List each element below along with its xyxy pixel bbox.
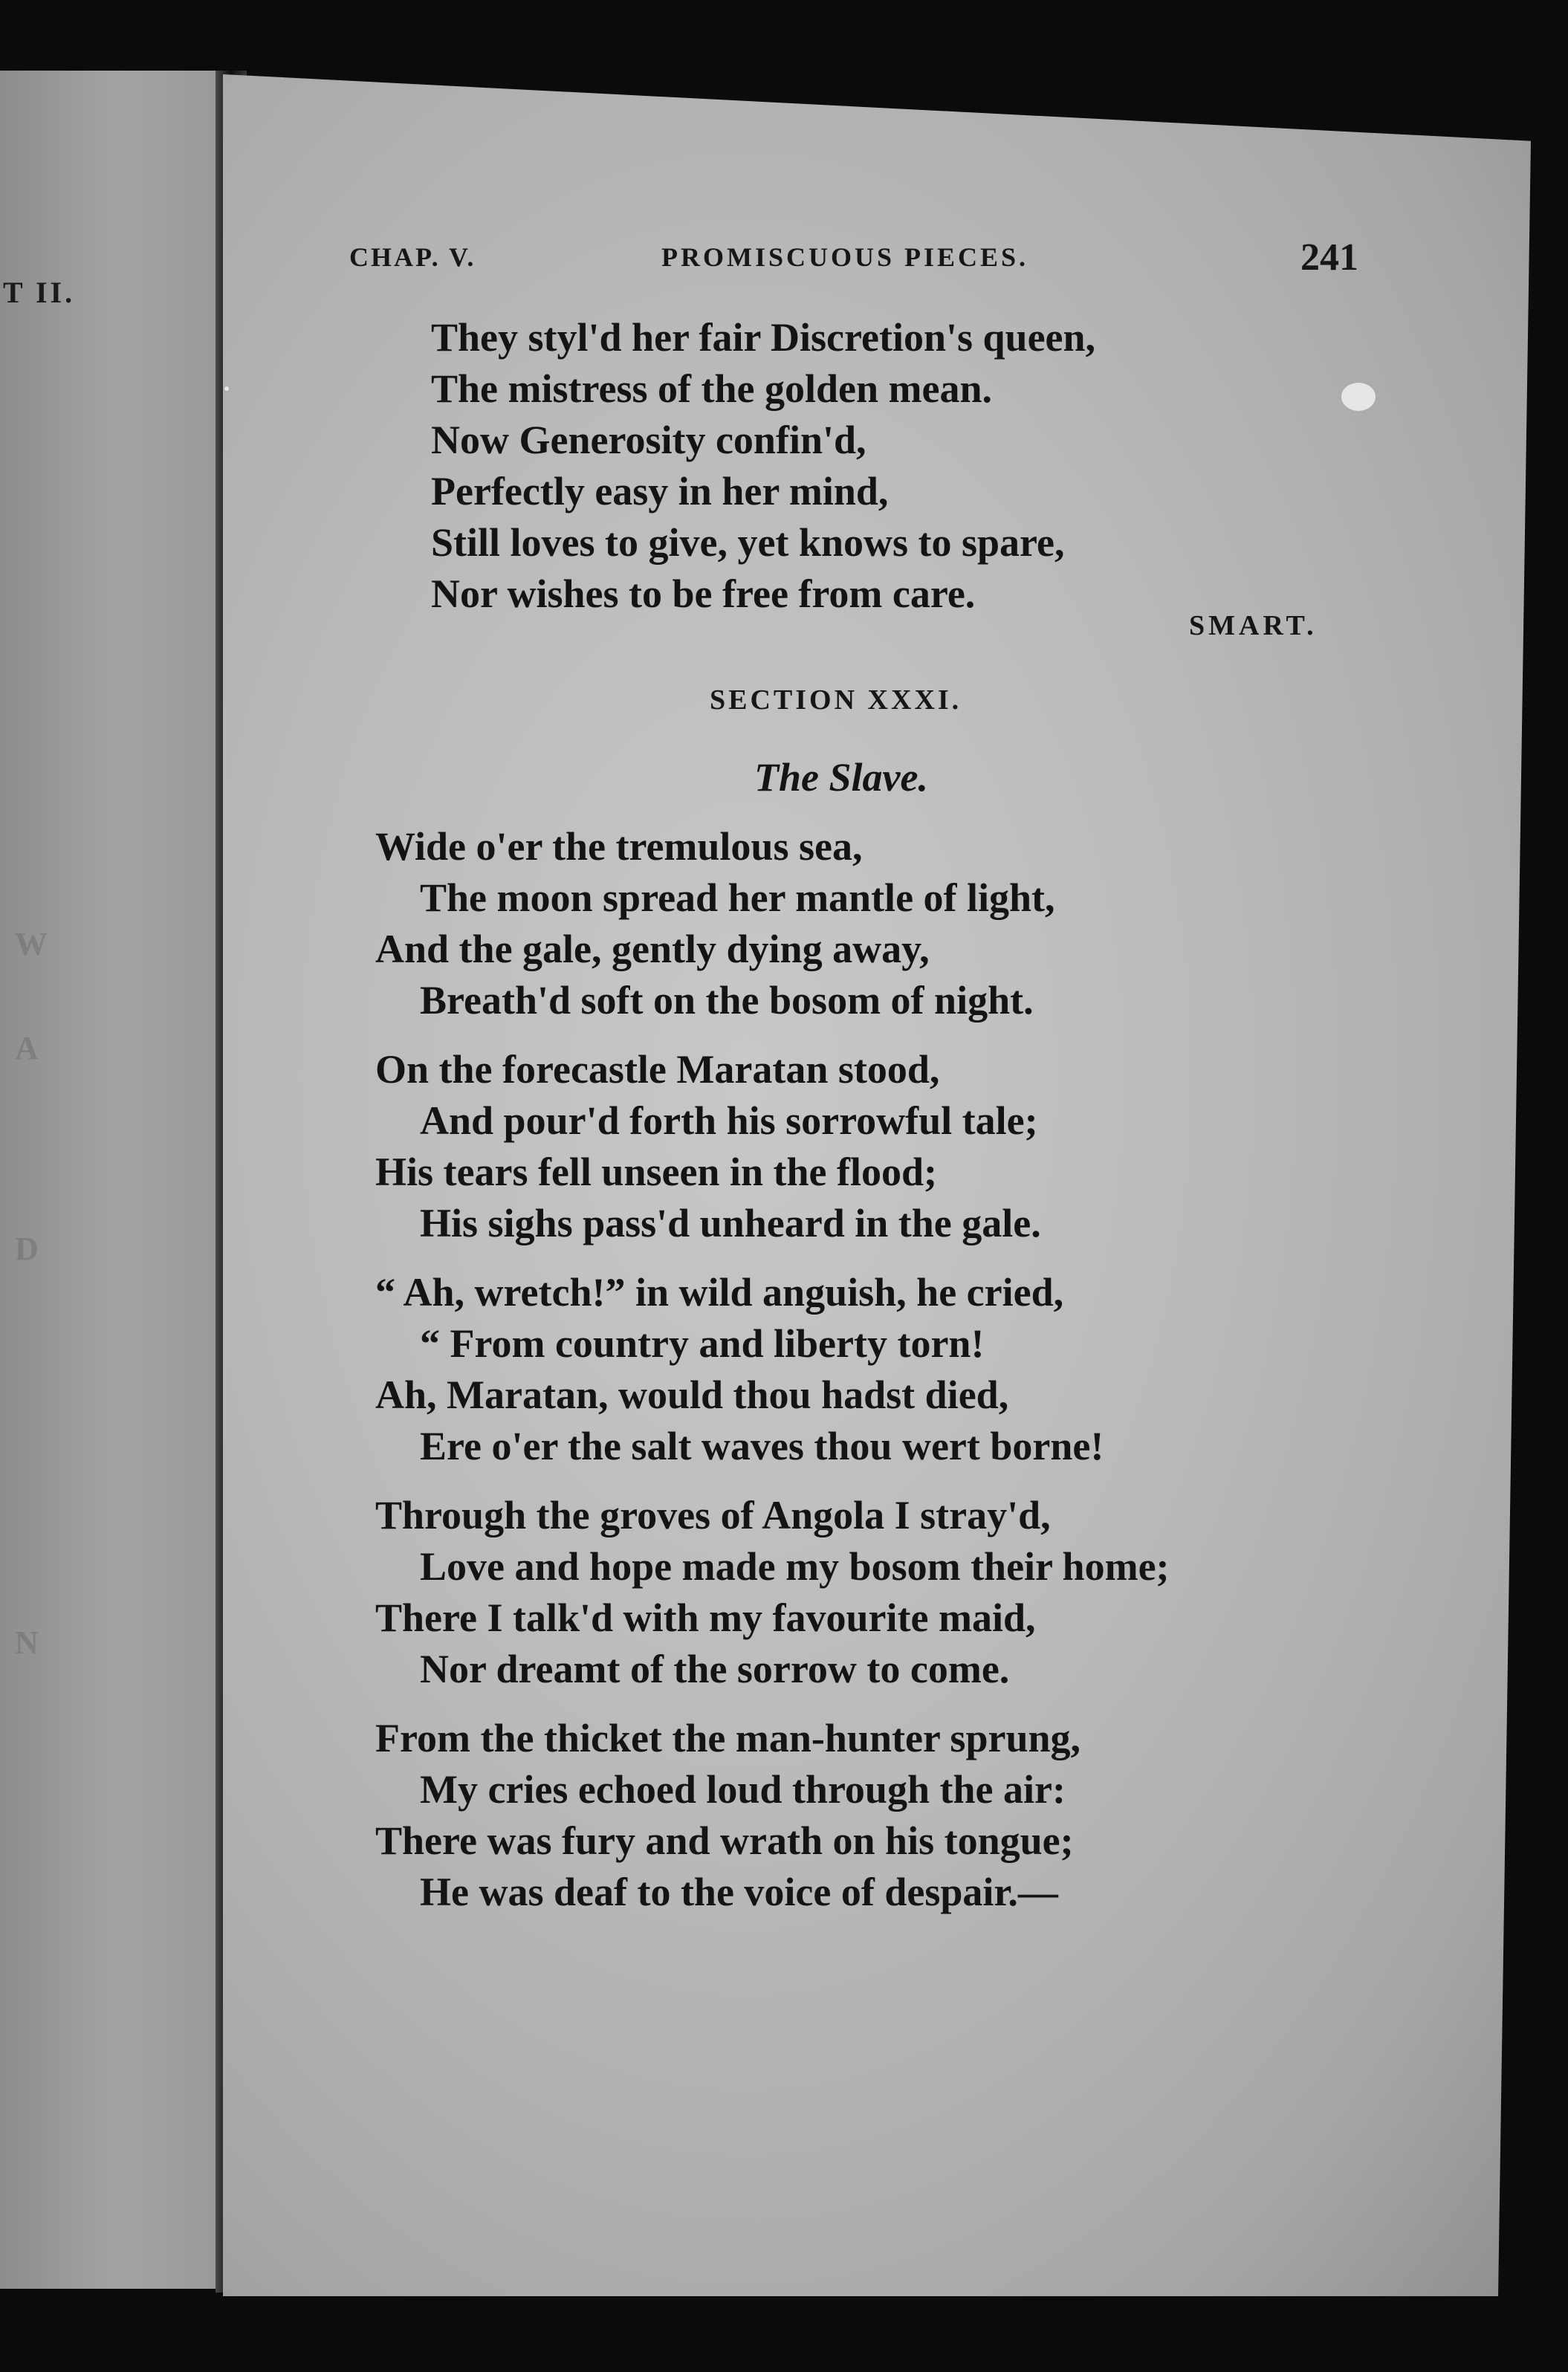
poem-line: “ From country and liberty torn! [420,1321,985,1366]
poem-line: Love and hope made my bosom their home; [420,1544,1170,1589]
left-page-header-fragment: T II. [3,276,76,309]
paper-speck [224,386,229,391]
poem-line: The mistress of the golden mean. [431,366,992,411]
author-attribution: SMART. [1189,610,1318,641]
faded-glyph: A [15,1030,39,1066]
stanza [375,1490,1170,1695]
faded-glyph: W [15,926,48,962]
stanza [375,1267,1170,1472]
paper-speck [1341,383,1376,411]
faded-glyph: D [15,1231,39,1267]
poem-line: There was fury and wrath on his tongue; [375,1818,1074,1863]
stanza [375,1044,1170,1249]
continued-poem [431,312,1095,620]
poem-line: Breath'd soft on the bosom of night. [420,978,1034,1023]
poem-line: On the forecastle Maratan stood, [375,1047,940,1092]
show-through-text [1293,342,1302,381]
poem-line: There I talk'd with my favourite maid, [375,1595,1036,1640]
poem-line: He was deaf to the voice of despair.— [420,1870,1058,1914]
poem-line: Nor dreamt of the sorrow to come. [420,1647,1010,1691]
poem-line: The moon spread her mantle of light, [420,875,1055,920]
faded-glyph: N [15,1624,39,1661]
poem-line: “ Ah, wretch!” in wild anguish, he cried, [375,1270,1064,1315]
section-heading: SECTION XXXI. [710,684,962,716]
poem-title: The Slave. [754,755,928,800]
poem-line: Now Generosity confin'd, [431,418,866,462]
poem-line: His sighs pass'd unheard in the gale. [420,1201,1041,1245]
poem-line: Ah, Maratan, would thou hadst died, [375,1373,1009,1417]
poem-line: My cries echoed loud through the air: [420,1767,1066,1812]
poem-line: Still loves to give, yet knows to spare, [431,520,1065,565]
poem-line: From the thicket the man-hunter sprung, [375,1716,1081,1760]
poem-line: Ere o'er the salt waves thou wert borne! [420,1424,1104,1468]
poem-line: And pour'd forth his sorrowful tale; [420,1098,1038,1143]
poem-line: Perfectly easy in her mind, [431,469,889,513]
running-head [0,236,1568,286]
poem-line: His tears fell unseen in the flood; [375,1150,937,1194]
poem-line: Wide o'er the tremulous sea, [375,824,863,869]
page-number: 241 [1300,236,1358,279]
stanza [375,1713,1170,1918]
poem-line: Through the groves of Angola I stray'd, [375,1493,1051,1537]
chapter-label: CHAP. V. [349,242,476,272]
poem-the-slave [375,821,1170,1936]
poem-line: And the gale, gently dying away, [375,927,930,971]
poem-line: They styl'd her fair Discretion's queen, [431,315,1096,360]
running-title: PROMISCUOUS PIECES. [661,242,1029,272]
poem-line: Nor wishes to be free from care. [431,571,976,616]
facing-page-left [0,71,216,2289]
stanza [375,821,1170,1026]
